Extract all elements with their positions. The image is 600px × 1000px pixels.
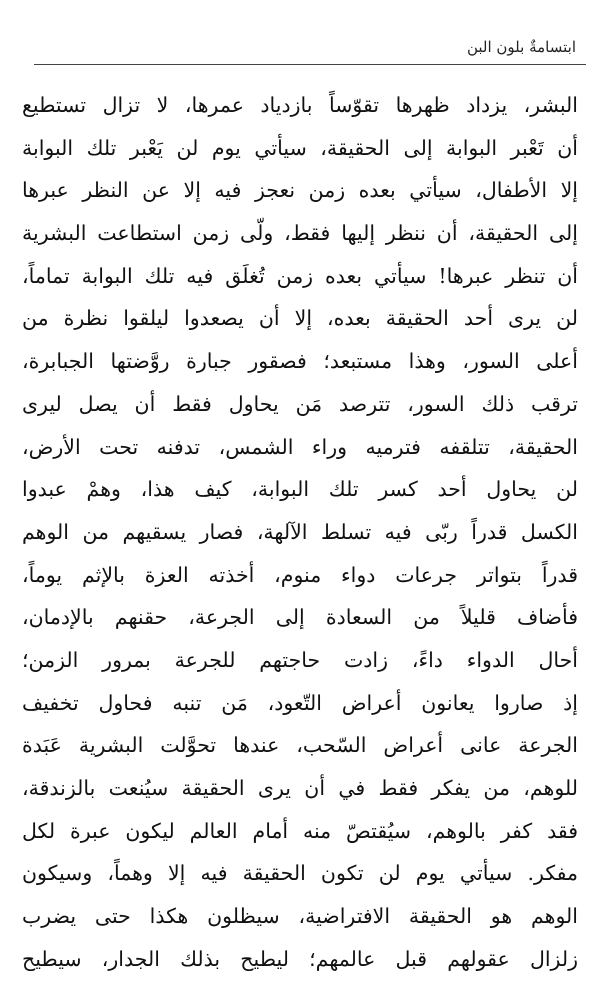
text-line: زلزال عقولهم قبل عالمهم؛ ليطيح بذلك الجدار، سيطيح	[22, 946, 578, 971]
text-line: الوهم هو الحقيقة الافتراضية، سيظلون هكذا حتى يضرب	[22, 904, 578, 929]
body-text	[22, 84, 578, 980]
text-line: لن يرى أحد الحقيقة بعده، إلا أن يصعدوا ليلقوا نظرة من	[22, 306, 578, 331]
text-line: قدراً بتواتر جرعات دواء منوم، أخذته العزة بالإثم يوماً،	[22, 562, 578, 587]
running-header-title: ابتسامةٌ بلون البن	[466, 38, 576, 56]
text-line: الجرعة عانى أعراض السّحب، عندها تحوَّلت البشرية عَبَدة	[22, 733, 578, 758]
header-rule	[34, 64, 586, 65]
text-line: الكسل قدراً ربّى فيه تسلط الآلهة، فصار يسقيهم من الوهم	[22, 519, 578, 544]
text-line: إلى الحقيقة، أن ننظر إليها فقط، ولّى زمن استطاعت البشرية	[22, 221, 578, 246]
text-line: فقد كفر بالوهم، سيُقتصّ منه أمام العالم ليكون عبرة لكل	[22, 818, 578, 843]
text-line: إذ صاروا يعانون أعراض التّعود، مَن تنبه فحاول تخفيف	[22, 690, 578, 715]
text-line: البشر، يزداد ظهرها تقوّساً بازدياد عمرها، لا تزال تستطيع	[22, 93, 578, 117]
text-line: إلا الأطفال، سيأتي بعده زمن نعجز فيه إلا عن النظر عبرها	[22, 178, 578, 203]
text-line: الحقيقة، تتلقفه فترميه وراء الشمس، تدفنه تحت الأرض،	[22, 434, 578, 459]
text-line: لن يحاول أحد كسر تلك البوابة، كيف هذا، وهمْ عبدوا	[22, 477, 578, 502]
text-line: فأضاف قليلاً من السعادة إلى الجرعة، حقنهم بالإدمان،	[22, 605, 578, 630]
text-line: أحال الدواء داءً، زادت حاجتهم للجرعة بمرور الزمن؛	[22, 647, 578, 672]
text-line: مفكر. سيأتي يوم لن تكون الحقيقة فيه إلا وهماً، وسيكون	[22, 861, 578, 886]
text-line: للوهم، من يفكر فقط في أن يرى الحقيقة سيُنعت بالزندقة،	[22, 776, 578, 800]
text-line: أعلى السور، وهذا مستبعد؛ فصقور جبارة روَّضتها الجبابرة،	[22, 349, 578, 374]
text-line: أن تَعْبر البوابة إلى الحقيقة، سيأتي يوم لن يَعْبر تلك البوابة	[22, 135, 578, 160]
text-line: ترقب ذلك السور، تترصد مَن يحاول فقط أن يصل ليرى	[22, 391, 578, 416]
text-line: أن تنظر عبرها! سيأتي بعده زمن تُغلَق فيه تلك البوابة تماماً،	[22, 263, 578, 288]
